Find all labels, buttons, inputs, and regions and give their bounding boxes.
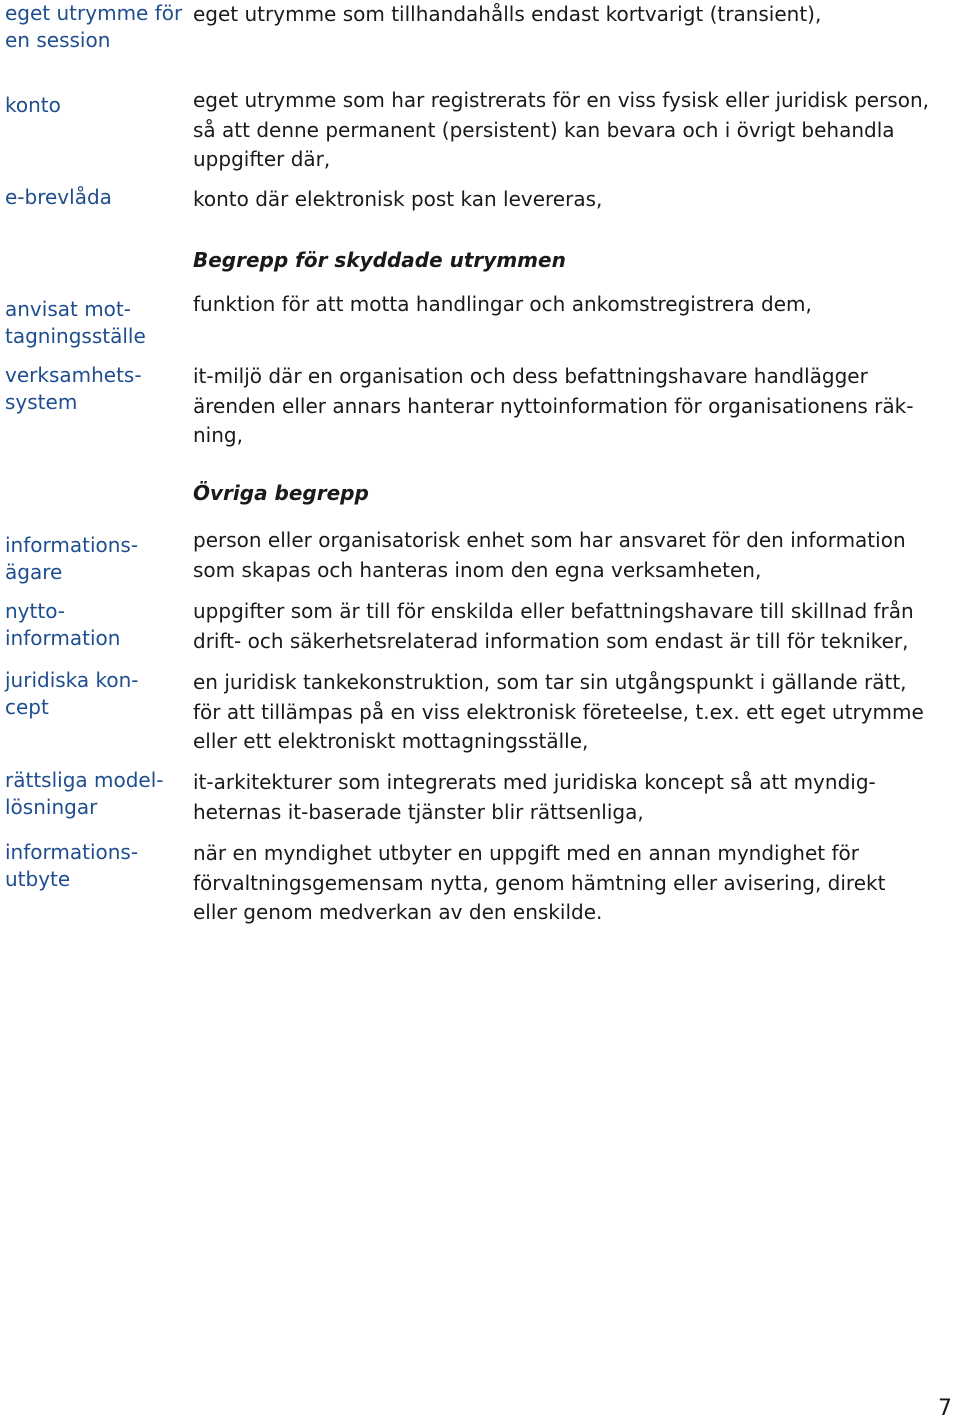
definition-informationsutbyte — [193, 839, 960, 928]
definition-line: en juridisk tankekonstruktion, som tar sin utgångspunkt i gällande rätt, — [193, 670, 907, 694]
page-number: 7 — [938, 1396, 952, 1421]
term-line: verksamhets- — [5, 363, 142, 387]
term-line: informations- — [5, 533, 139, 557]
term-informationsagare — [5, 532, 177, 586]
definition-line: förvaltningsgemensam nytta, genom hämtning eller avisering, direkt — [193, 870, 886, 895]
definition-line: när en myndighet utbyter en uppgift med en annan myndighet för — [193, 841, 859, 865]
definition-line: funktion för att motta handlingar och ankomstregistrera dem, — [193, 292, 812, 316]
definition-line: eget utrymme som tillhandahålls endast kortvarigt (transient), — [193, 2, 822, 26]
term-line: information — [5, 626, 121, 650]
term-konto — [5, 92, 177, 119]
definition-rattsliga-modellosningar — [193, 768, 960, 827]
term-eget-utrymme-for-en-session — [5, 0, 183, 54]
definition-verksamhetssystem — [193, 362, 960, 451]
term-e-brevlada — [5, 184, 177, 211]
definition-informationsagare — [193, 526, 960, 585]
term-line: nytto- — [5, 599, 66, 623]
definition-line: ärenden eller annars hanterar nyttoinformation för organisationens räk- — [193, 393, 914, 418]
definition-line: uppgifter som är till för enskilda eller befattningshavare till skillnad från — [193, 599, 914, 623]
definition-line: it-arkitekturer som integrerats med juridiska koncept så att myndig- — [193, 770, 876, 794]
definition-line: uppgifter där, — [193, 147, 331, 171]
definition-konto — [193, 86, 960, 175]
definition-line: eget utrymme som har registrerats för en viss fysisk eller juridisk person, — [193, 88, 929, 112]
definition-nyttoinformation — [193, 597, 960, 656]
term-line: rättsliga model- — [5, 768, 164, 792]
term-nyttoinformation — [5, 598, 177, 652]
term-line: en session — [5, 28, 111, 52]
term-rattsliga-modellosningar — [5, 767, 177, 821]
definition-line: eller ett elektroniskt mottagningsställe, — [193, 729, 589, 753]
section-heading-protected-spaces: Begrepp för skyddade utrymmen — [193, 248, 566, 272]
definition-line: it-miljö där en organisation och dess befattningshavare handlägger — [193, 364, 868, 388]
definition-line: för att tillämpas på en viss elektronisk företeelse, t.ex. ett eget utrymme — [193, 699, 924, 724]
term-line: cept — [5, 695, 49, 719]
definition-line: drift- och säkerhetsrelaterad information som endast är till för tekniker, — [193, 628, 909, 653]
term-anvisat-mottagningsstalle — [5, 296, 177, 350]
definition-anvisat-mottagningsstalle — [193, 290, 960, 320]
term-informationsutbyte — [5, 839, 177, 893]
definition-line: som skapas och hanteras inom den egna verksamheten, — [193, 557, 762, 582]
term-line: anvisat mot- — [5, 297, 131, 321]
definition-eget-utrymme-for-en-session — [193, 0, 960, 30]
term-line: lösningar — [5, 795, 98, 819]
term-line: e-brevlåda — [5, 185, 112, 209]
definition-line: så att denne permanent (persistent) kan bevara och i övrigt behandla — [193, 117, 895, 142]
definition-line: ning, — [193, 423, 243, 447]
term-line: ägare — [5, 560, 63, 584]
term-line: eget utrymme för — [5, 1, 183, 25]
definition-line: heternas it-baserade tjänster blir rättsenliga, — [193, 799, 644, 824]
definition-line: person eller organisatorisk enhet som har ansvaret för den information — [193, 528, 906, 552]
term-verksamhetssystem — [5, 362, 177, 416]
definition-line: konto där elektronisk post kan levereras, — [193, 187, 603, 211]
term-juridiska-koncept — [5, 667, 177, 721]
definition-line: eller genom medverkan av den enskilde. — [193, 900, 603, 924]
definition-juridiska-koncept — [193, 668, 960, 757]
term-line: juridiska kon- — [5, 668, 139, 692]
definition-e-brevlada — [193, 185, 960, 215]
section-heading-other-terms: Övriga begrepp — [193, 481, 369, 505]
term-line: system — [5, 390, 78, 414]
term-line: utbyte — [5, 867, 71, 891]
term-line: informations- — [5, 840, 139, 864]
term-line: tagningsställe — [5, 324, 146, 348]
term-line: konto — [5, 93, 61, 117]
